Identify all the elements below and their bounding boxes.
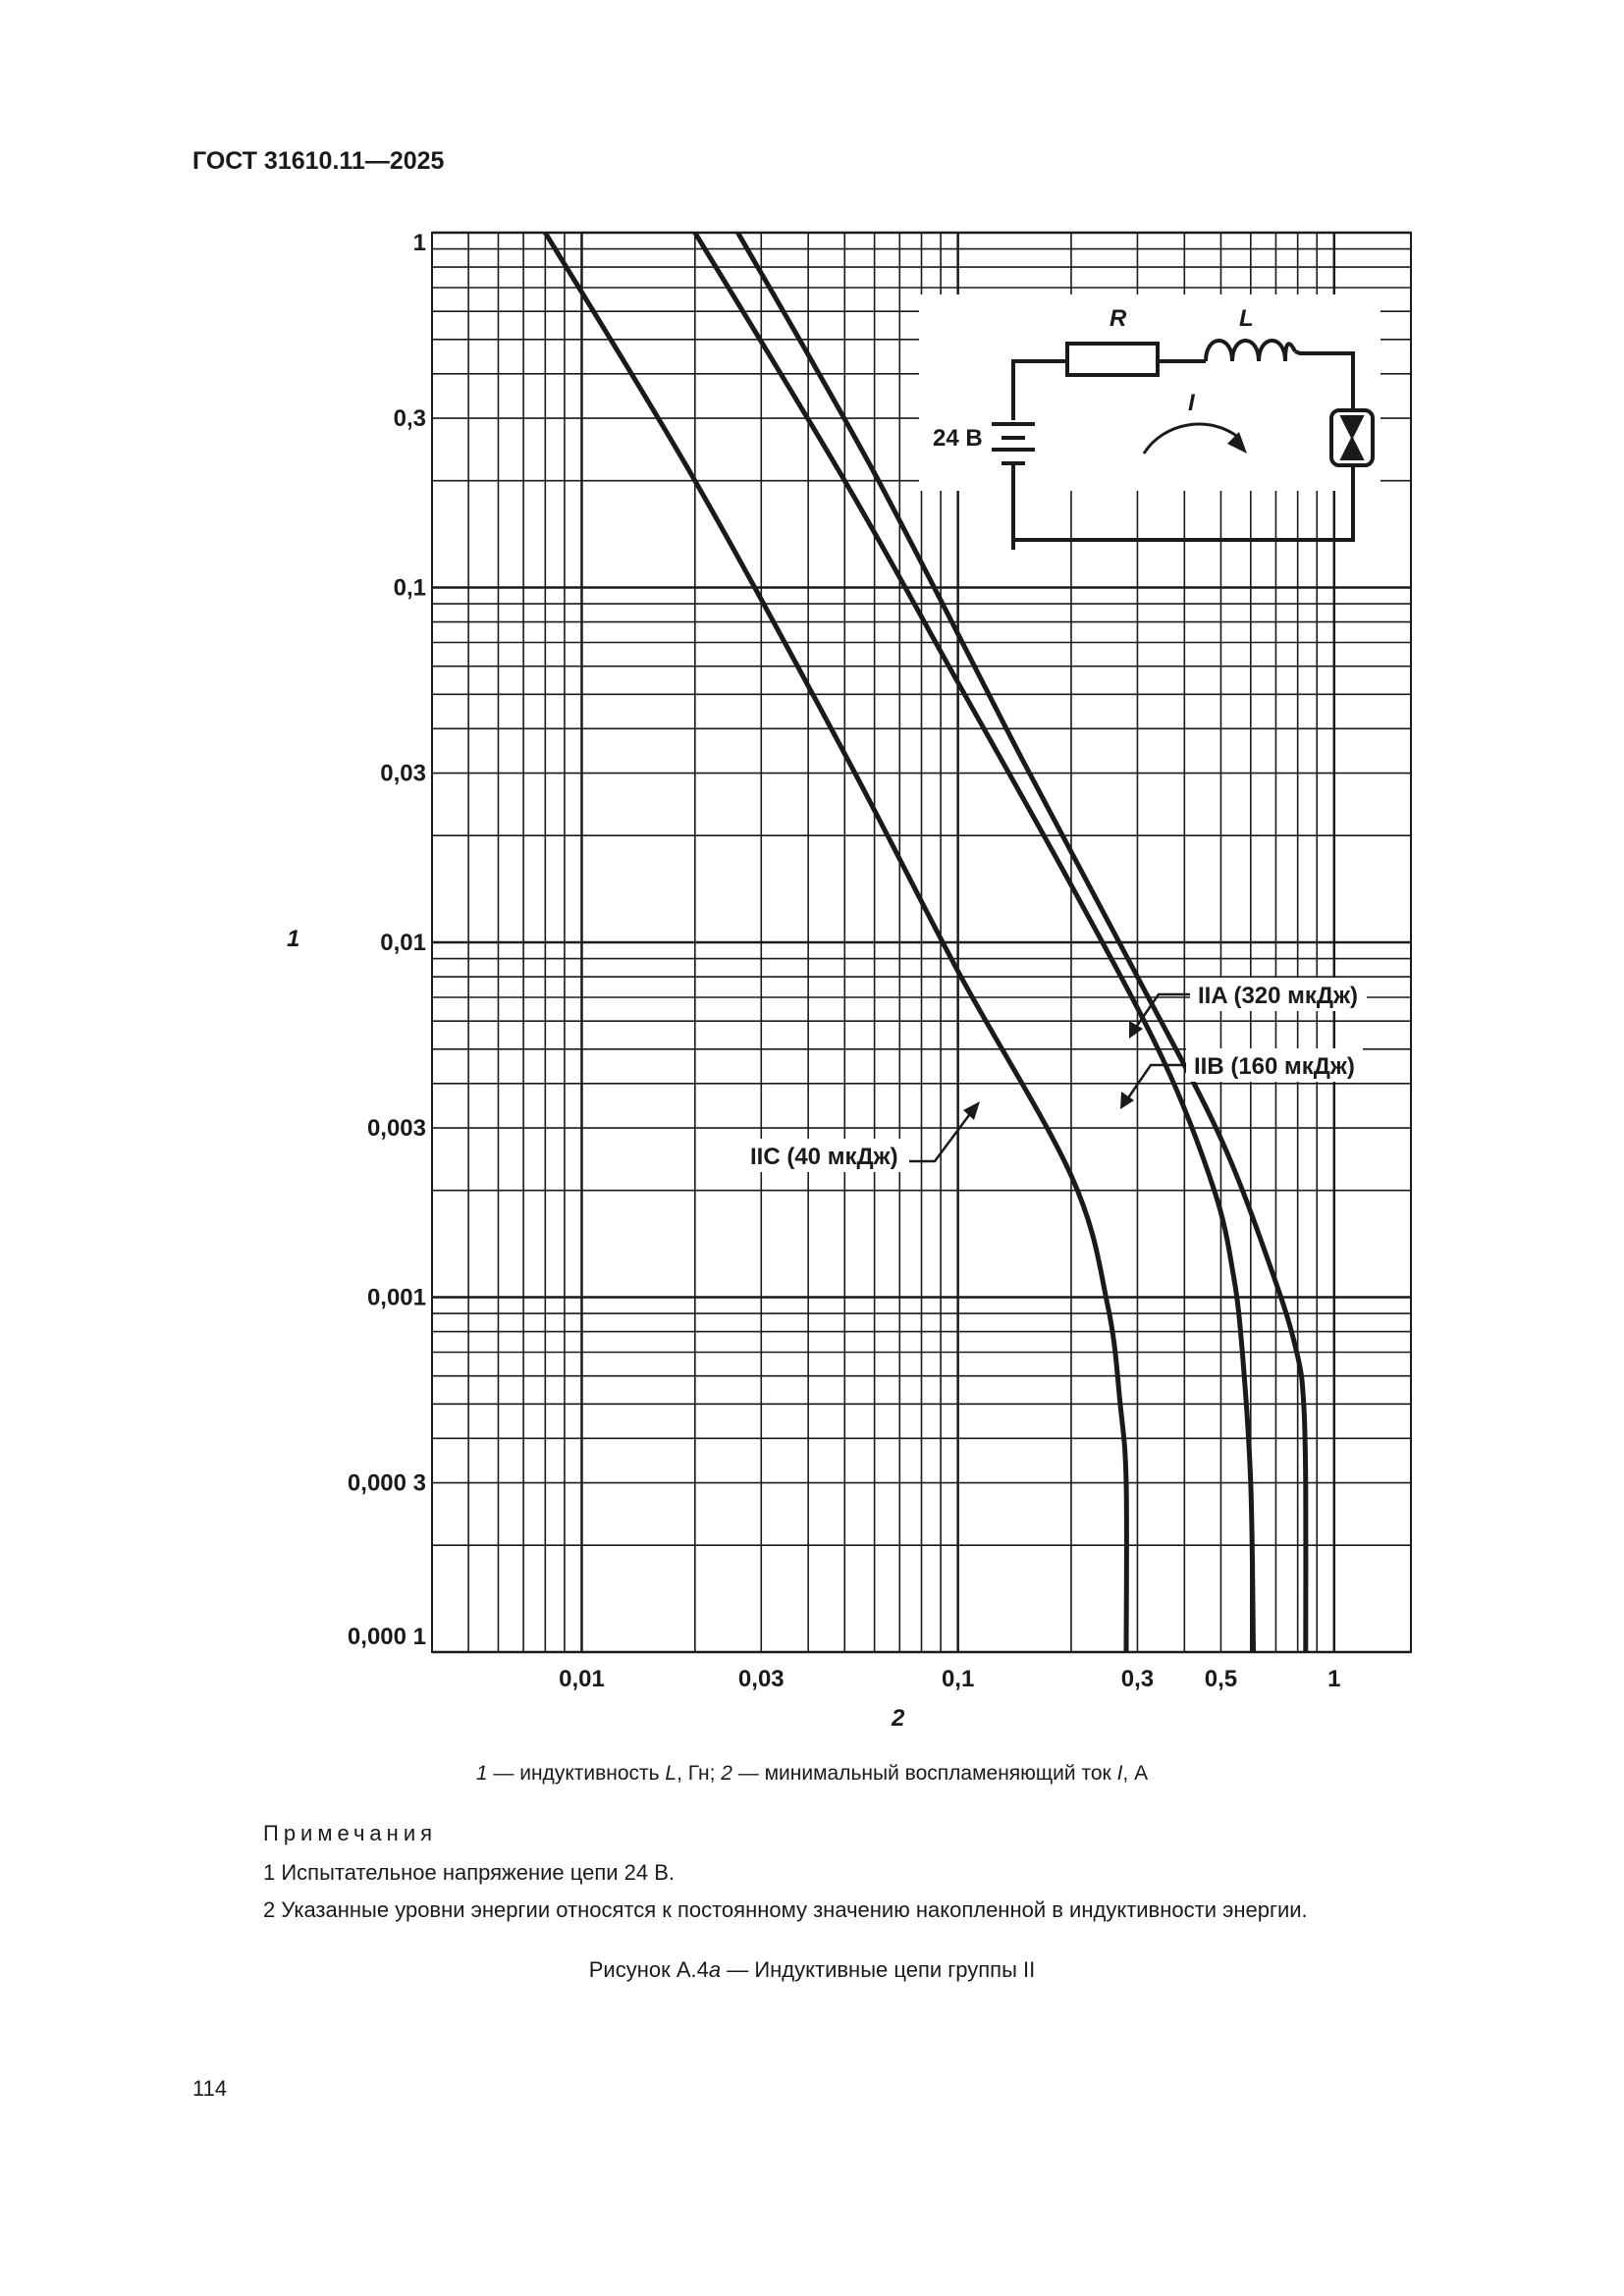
caption-suffix: — Индуктивные цепи группы II	[721, 1957, 1036, 1982]
caption-letter: а	[708, 1957, 722, 1982]
x-tick-label: 0,03	[737, 1666, 785, 1692]
figure-legend	[0, 1762, 1624, 1786]
y-tick-label: 0,000 3	[347, 1469, 426, 1497]
x-tick-label: 0,5	[1204, 1666, 1238, 1692]
x-tick-label: 0,01	[559, 1666, 605, 1692]
current-label: I	[1188, 390, 1195, 416]
x-axis-number: 2	[892, 1705, 905, 1732]
y-tick-label: 1	[412, 230, 426, 256]
y-tick-label: 0,1	[393, 574, 426, 602]
y-tick-label: 0,01	[380, 930, 426, 956]
legend-text-4: , А	[1122, 1762, 1149, 1785]
circuit-background	[919, 294, 1380, 491]
arrowhead-iia	[1129, 1021, 1143, 1039]
figure-caption	[0, 1957, 1624, 1983]
y-axis-number: 1	[287, 926, 300, 952]
voltage-label: 24 В	[933, 425, 983, 452]
inductor-label: L	[1239, 305, 1254, 332]
series-label-iib: IIB (160 мкДж)	[1194, 1053, 1355, 1080]
resistor-label: R	[1110, 305, 1127, 332]
series-label-iia: IIA (320 мкДж)	[1198, 983, 1359, 1009]
page-number: 114	[192, 2076, 228, 2101]
arrowhead-iic	[963, 1101, 980, 1120]
legend-number-2: 2	[721, 1762, 732, 1785]
y-tick-label: 0,001	[366, 1284, 426, 1311]
legend-text-3: — минимальный воспламеняющий ток	[731, 1762, 1117, 1785]
legend-number-1: 1	[475, 1762, 488, 1785]
battery-gap	[992, 420, 1035, 463]
caption-prefix: Рисунок А.4	[588, 1957, 709, 1982]
legend-text-2: , Гн;	[677, 1762, 722, 1785]
y-tick-label: 0,3	[393, 405, 426, 433]
document-header: ГОСТ 31610.11—2025	[192, 147, 445, 175]
note-item: 1 Испытательное напряжение цепи 24 В.	[263, 1860, 676, 1885]
y-tick-label: 0,003	[366, 1115, 426, 1143]
legend-var-l: L	[665, 1762, 677, 1785]
x-tick-label: 0,3	[1120, 1666, 1155, 1692]
y-tick-label: 0,000 1	[347, 1624, 426, 1650]
series-label-iic: IIC (40 мкДж)	[750, 1144, 898, 1170]
x-tick-label: 1	[1327, 1666, 1341, 1692]
legend-var-i: I	[1116, 1762, 1123, 1785]
notes-title: Примечания	[263, 1821, 438, 1845]
legend-text-1: — индуктивность	[487, 1762, 666, 1785]
x-tick-label: 0,1	[941, 1666, 975, 1692]
note-item: 2 Указанные уровни энергии относятся к постоянному значению накопленной в индуктивности энергии.	[263, 1897, 1308, 1922]
resistor-symbol	[1067, 344, 1158, 375]
y-tick-label: 0,03	[380, 760, 426, 787]
circuit-diagram	[919, 294, 1380, 550]
